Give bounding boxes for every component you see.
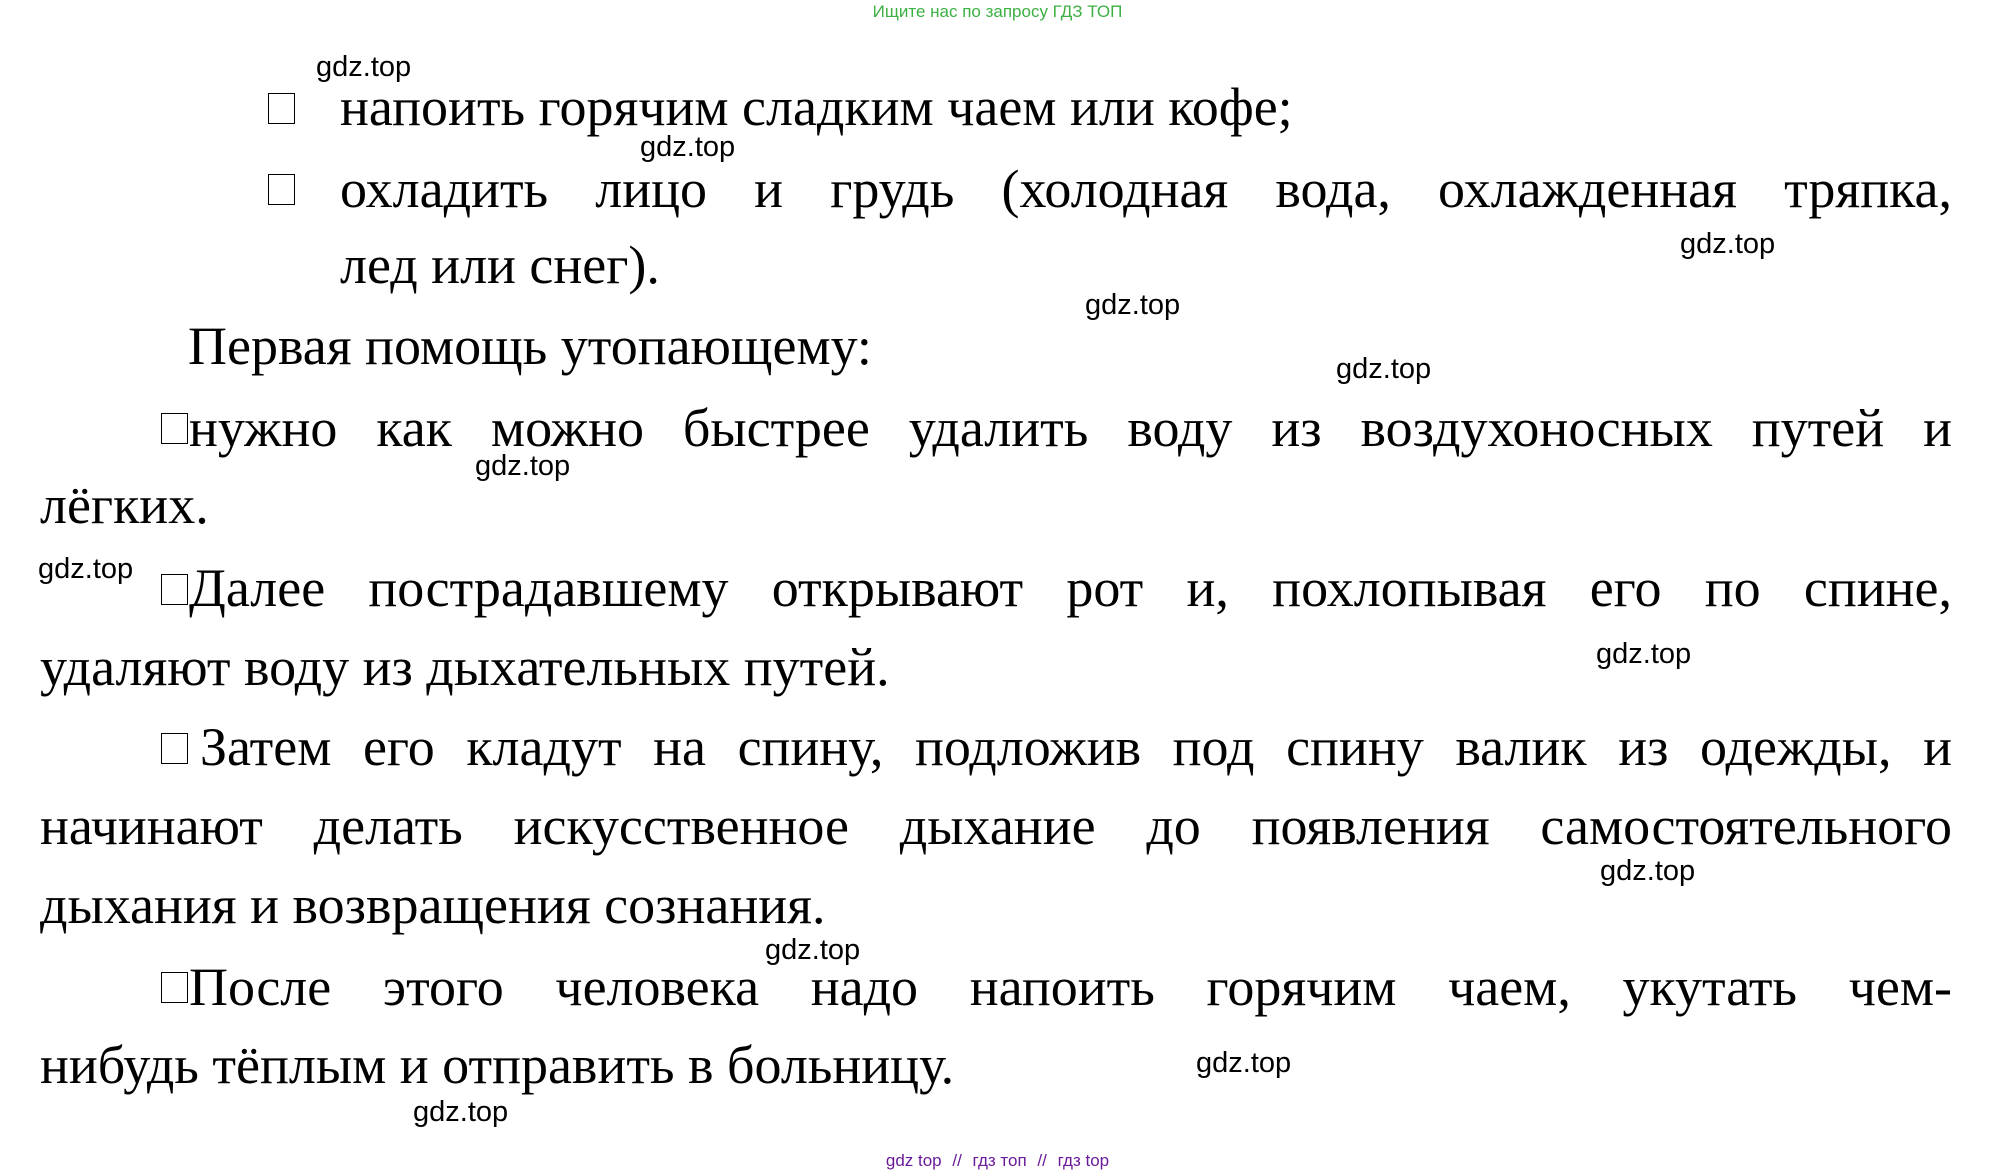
watermark: gdz.top xyxy=(413,1096,509,1128)
watermark: gdz.top xyxy=(475,450,571,482)
list-item-2-line-2: лед или снег). xyxy=(340,235,660,295)
paragraph-1-line-1: нужно как можно быстрее удалить воду из воздухоносных путей и xyxy=(189,398,1952,458)
watermark: gdz.top xyxy=(316,51,412,83)
watermark: gdz.top xyxy=(765,934,861,966)
footer-link-gdz-top[interactable]: gdz top xyxy=(885,1151,942,1170)
paragraph-4-line-1: После этого человека надо напоить горячим чаем, укутать чем- xyxy=(189,957,1952,1017)
paragraph-3-line-3: дыхания и возвращения сознания. xyxy=(40,875,826,935)
watermark: gdz.top xyxy=(1085,289,1181,321)
list-item-2-line-1: охладить лицо и грудь (холодная вода, охлажденная тряпка, xyxy=(340,159,1952,219)
paragraph-4-line-2: нибудь тёплым и отправить в больницу. xyxy=(40,1035,955,1095)
watermark: gdz.top xyxy=(1336,353,1432,385)
checkbox-bullet-icon xyxy=(161,413,188,444)
paragraph-1-line-2: лёгких. xyxy=(40,475,209,535)
watermark: gdz.top xyxy=(1680,228,1776,260)
paragraph-2-line-1: Далее пострадавшему открывают рот и, похлопывая его по спине, xyxy=(189,558,1952,618)
footer-separator: // xyxy=(1037,1151,1047,1170)
watermark: gdz.top xyxy=(1600,855,1696,887)
footer-link-gdz-top-ru[interactable]: гдз топ xyxy=(972,1151,1027,1170)
checkbox-bullet-icon xyxy=(161,574,188,605)
footer-links xyxy=(0,1150,1995,1172)
search-banner: Ищите нас по запросу ГДЗ ТОП xyxy=(872,2,1123,21)
watermark: gdz.top xyxy=(1596,638,1692,670)
paragraph-3-line-2: начинают делать искусственное дыхание до появления самостоятельного xyxy=(40,796,1952,856)
checkbox-bullet-icon xyxy=(268,93,295,124)
section-heading: Первая помощь утопающему: xyxy=(188,316,872,376)
watermark: gdz.top xyxy=(640,131,736,163)
watermark: gdz.top xyxy=(38,553,134,585)
checkbox-bullet-icon xyxy=(161,733,188,764)
checkbox-bullet-icon xyxy=(268,174,295,205)
paragraph-3-line-1: Затем его кладут на спину, подложив под спину валик из одежды, и xyxy=(200,717,1952,777)
footer-separator: // xyxy=(952,1151,962,1170)
watermark: gdz.top xyxy=(1196,1047,1292,1079)
checkbox-bullet-icon xyxy=(161,972,188,1003)
paragraph-2-line-2: удаляют воду из дыхательных путей. xyxy=(40,637,890,697)
list-item-1: напоить горячим сладким чаем или кофе; xyxy=(340,77,1293,137)
footer-link-gdz-top-mixed[interactable]: гдз top xyxy=(1057,1151,1110,1170)
